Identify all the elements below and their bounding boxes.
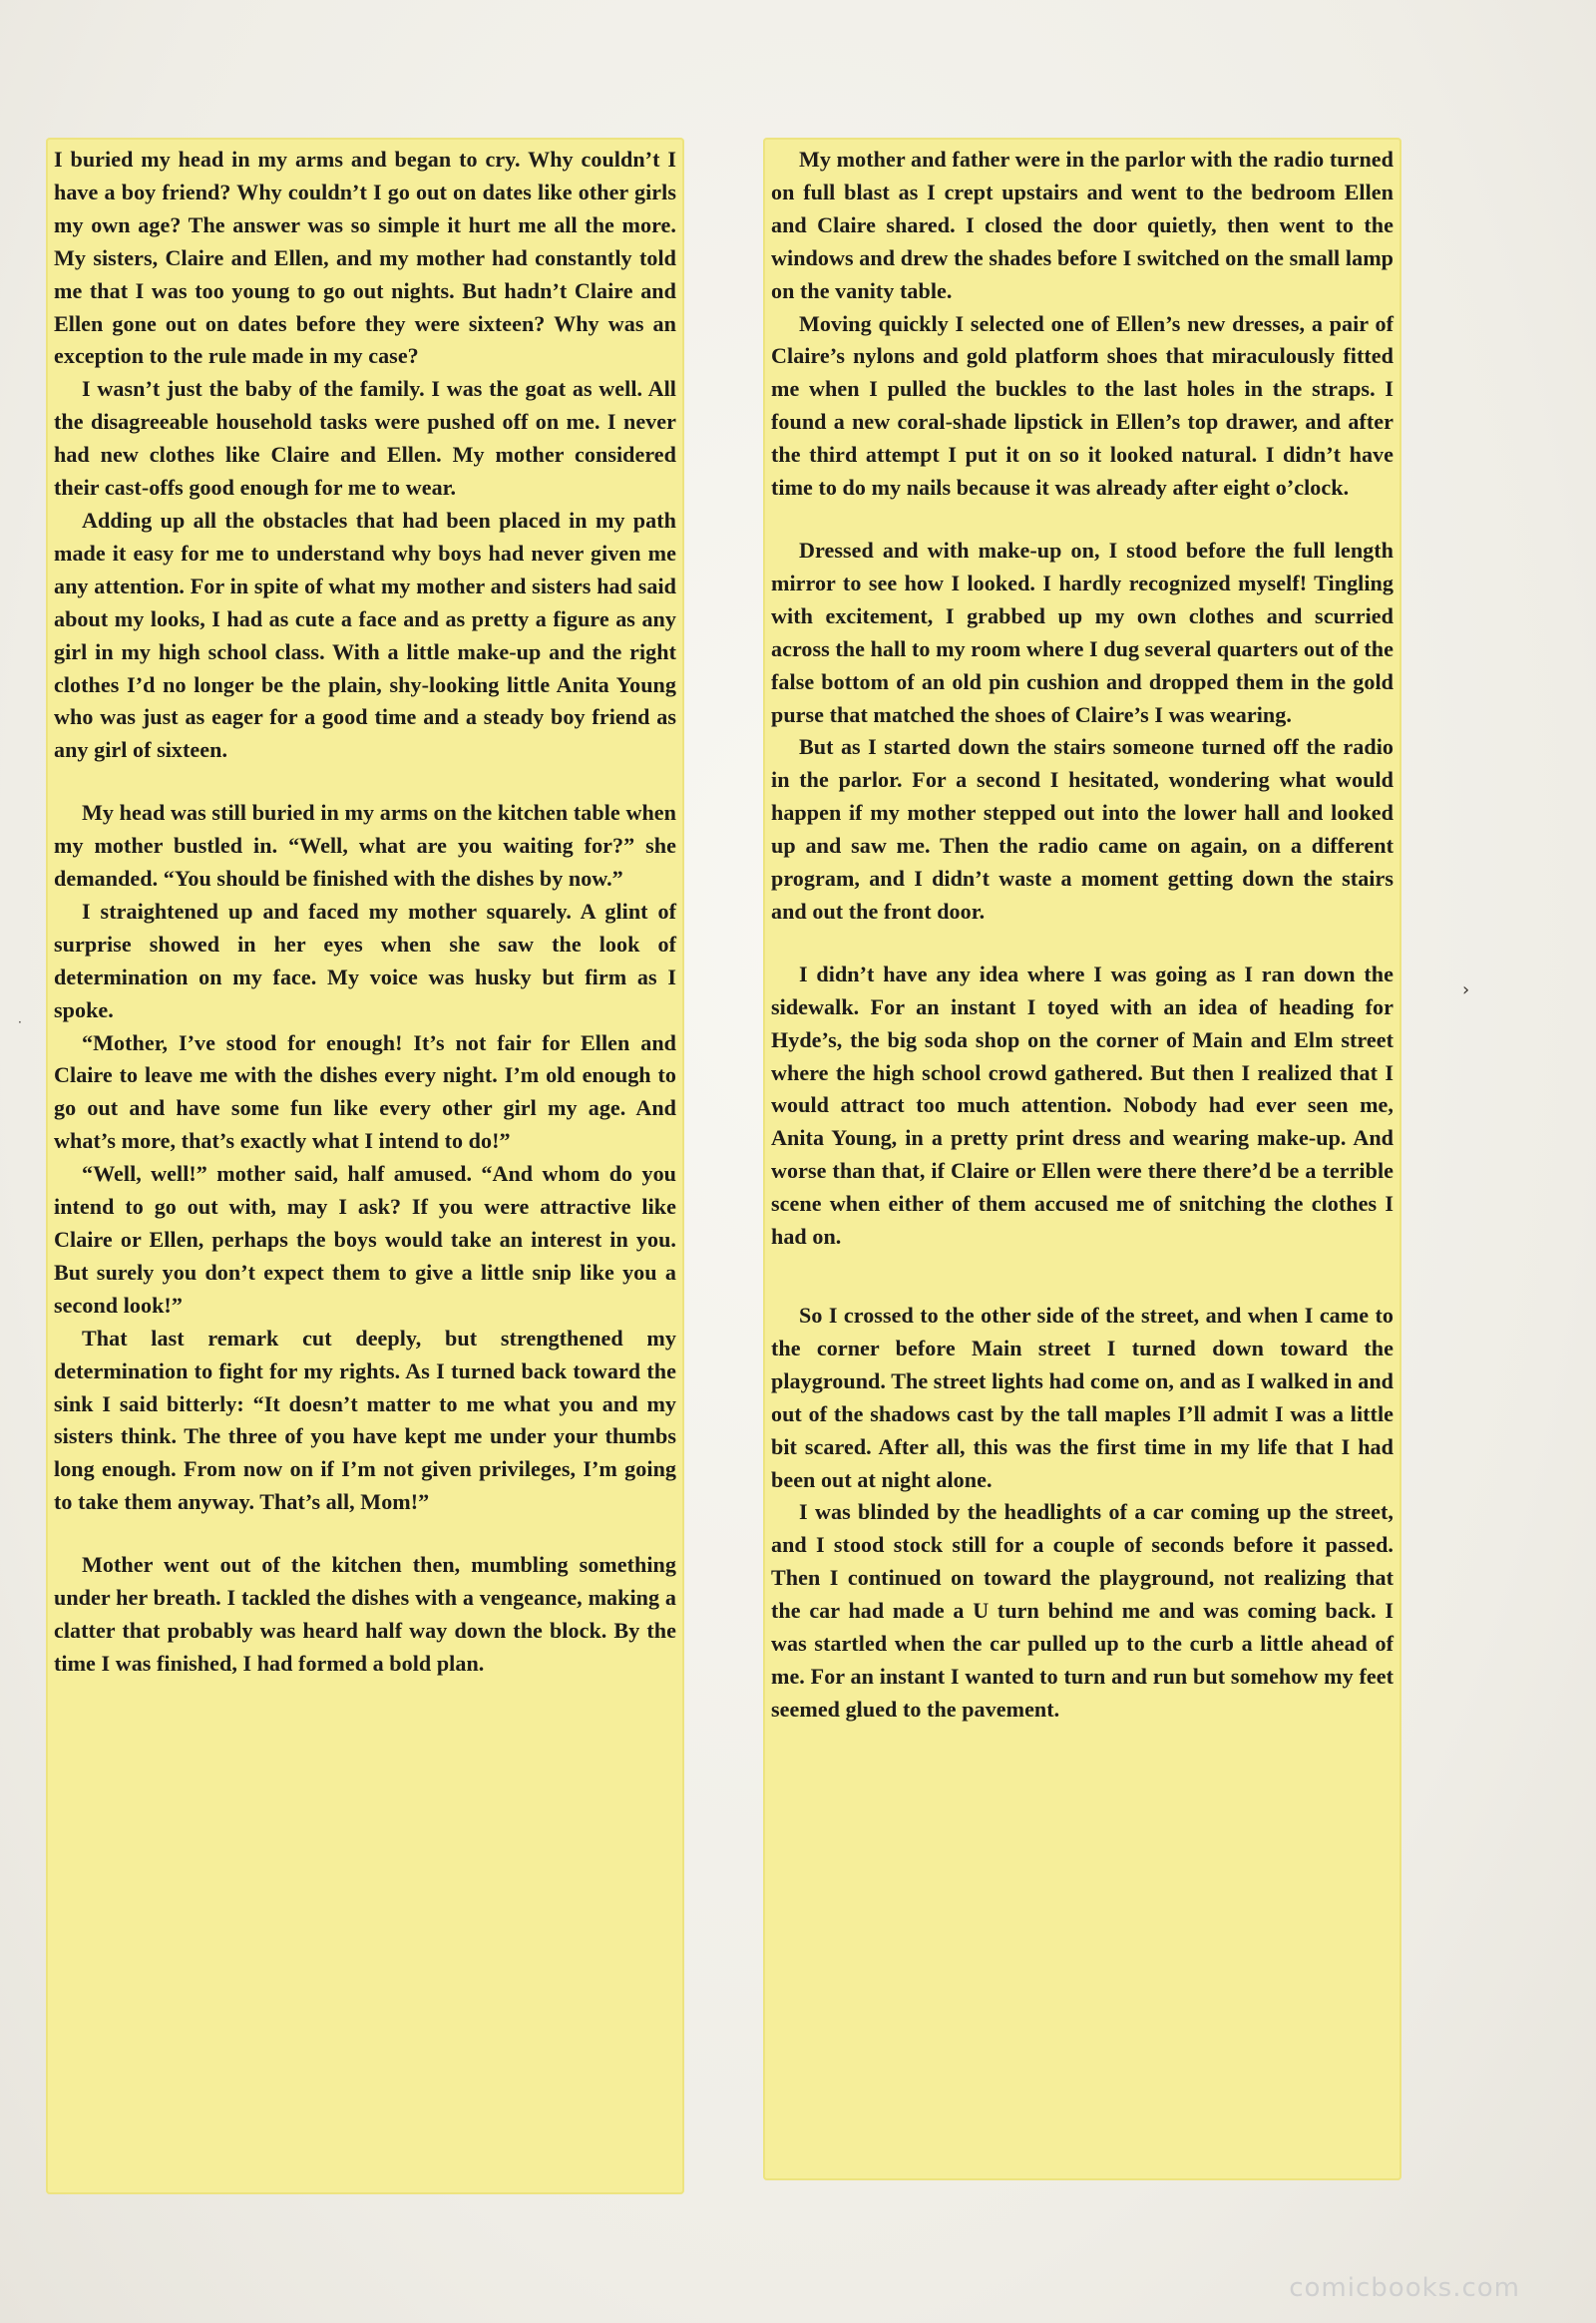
print-speck: · — [18, 1015, 22, 1029]
paragraph: I was blinded by the headlights of a car coming up the street, and I stood stock still for a couple of seconds before it passed. Then I continued on toward the playground, not realizing that the car had made a U turn behind me and was coming back. I was startled when the car pulled up to the curb a little ahead of me. For an instant I wanted to turn and run but somehow my feet seemed glued to the pavement. — [771, 1499, 1394, 1722]
print-speck: › — [1462, 979, 1470, 1000]
paragraph: That last remark cut deeply, but strengthened my determination to fight for my rights. As I turned back toward the sink I said bitterly: “It doesn’t matter to me what you and my sisters think. The three of you have kept me under your thumbs long enough. From now on if I’m not given privileges, I’m going to take them anyway. That’s all, Mom!” — [54, 1325, 676, 1515]
paragraph: I didn’t have any idea where I was going as I ran down the sidewalk. For an instant I toyed with an idea of heading for Hyde’s, the big soda shop on the corner of Main and Elm street where the high school crowd gathered. But then I realized that I would attract too much attention. Nobody had ever seen me, Anita Young, in a pretty print dress and wearing make-up. And worse than that, if Claire or Ellen were there there’d be a terrible scene when either of them accused me of snitching the clothes I had on. — [771, 961, 1394, 1250]
paragraph: Moving quickly I selected one of Ellen’s new dresses, a pair of Claire’s nylons and gold platform shoes that miraculously fitted me when I pulled the buckles to the last holes in the straps. I found a new coral-shade lipstick in Ellen’s top drawer, and after the third attempt I put it on so it looked natural. I didn’t have time to do my nails because it was already after eight o’clock. — [771, 310, 1394, 501]
paragraph: My head was still buried in my arms on the kitchen table when my mother bustled in. “Well, what are you waiting for?” she demanded. “You should be finished with the dishes by now.” — [54, 800, 676, 892]
paragraph: But as I started down the stairs someone turned off the radio in the parlor. For a second I hesitated, wondering what would happen if my mother stepped out into the lower hall and looked up and saw me. Then the radio came on again, on a different program, and I didn’t waste a moment getting down the stairs and out the front door. — [771, 734, 1394, 924]
paragraph: “Mother, I’ve stood for enough! It’s not fair for Ellen and Claire to leave me with the dishes every night. I’m old enough to go out and have some fun like every other girl my age. And what’s more, that’s exactly what I intend to do!” — [54, 1029, 676, 1154]
text-column-right — [763, 138, 1401, 2180]
text-column-left — [46, 138, 684, 2194]
paragraph: I buried my head in my arms and began to cry. Why couldn’t I have a boy friend? Why couldn’t I go out on dates like other girls my own age? The answer was so simple it hurt me all the more. My sisters, Claire and Ellen, and my mother had constantly told me that I was too young to go out nights. But hadn’t Claire and Ellen gone out on dates before they were sixteen? Why was an exception to the rule made in my case? — [54, 147, 676, 369]
paragraph: Mother went out of the kitchen then, mumbling something under her breath. I tackled the dishes with a vengeance, making a clatter that probably was heard half way down the block. By the time I was finished, I had formed a bold plan. — [54, 1552, 676, 1676]
paragraph: I straightened up and faced my mother squarely. A glint of surprise showed in her eyes when she saw the look of determination on my face. My voice was husky but firm as I spoke. — [54, 898, 676, 1022]
paragraph: My mother and father were in the parlor with the radio turned on full blast as I crept upstairs and went to the bedroom Ellen and Claire shared. I closed the door quietly, then went to the windows and drew the shades before I switched on the small lamp on the vanity table. — [771, 147, 1394, 303]
paragraph: Adding up all the obstacles that had been placed in my path made it easy for me to understand why boys had never given me any attention. For in spite of what my mother and sisters had said about my looks, I had as cute a face and as pretty a figure as any girl in my high school class. With a little make-up and the right clothes I’d no longer be the plain, shy-looking little Anita Young who was just as eager for a good time and a steady boy friend as any girl of sixteen. — [54, 507, 676, 763]
paragraph: So I crossed to the other side of the street, and when I came to the corner before Main street I turned down toward the playground. The street lights had come on, and as I walked in and out of the shadows cast by the tall maples I’ll admit I was a little bit scared. After all, this was the first time in my life that I had been out at night alone. — [771, 1303, 1394, 1492]
paragraph: I wasn’t just the baby of the family. I was the goat as well. All the disagreeable household tasks were pushed off on me. I never had new clothes like Claire and Ellen. My mother considered their cast-offs good enough for me to wear. — [54, 376, 676, 501]
paragraph: Dressed and with make-up on, I stood before the full length mirror to see how I looked. I hardly recognized myself! Tingling with excitement, I grabbed up my own clothes and scurried across the hall to my room where I dug several quarters out of the false bottom of an old pin cushion and dropped them in the gold purse that matched the shoes of Claire’s I was wearing. — [771, 537, 1394, 727]
paragraph: “Well, well!” mother said, half amused. “And whom do you intend to go out with, may I ask? If you were attractive like Claire or Ellen, perhaps the boys would take an interest in you. But surely you don’t expect them to give a little snip like you a second look!” — [54, 1161, 676, 1318]
watermark: comicbooks.com — [1289, 2273, 1520, 2303]
